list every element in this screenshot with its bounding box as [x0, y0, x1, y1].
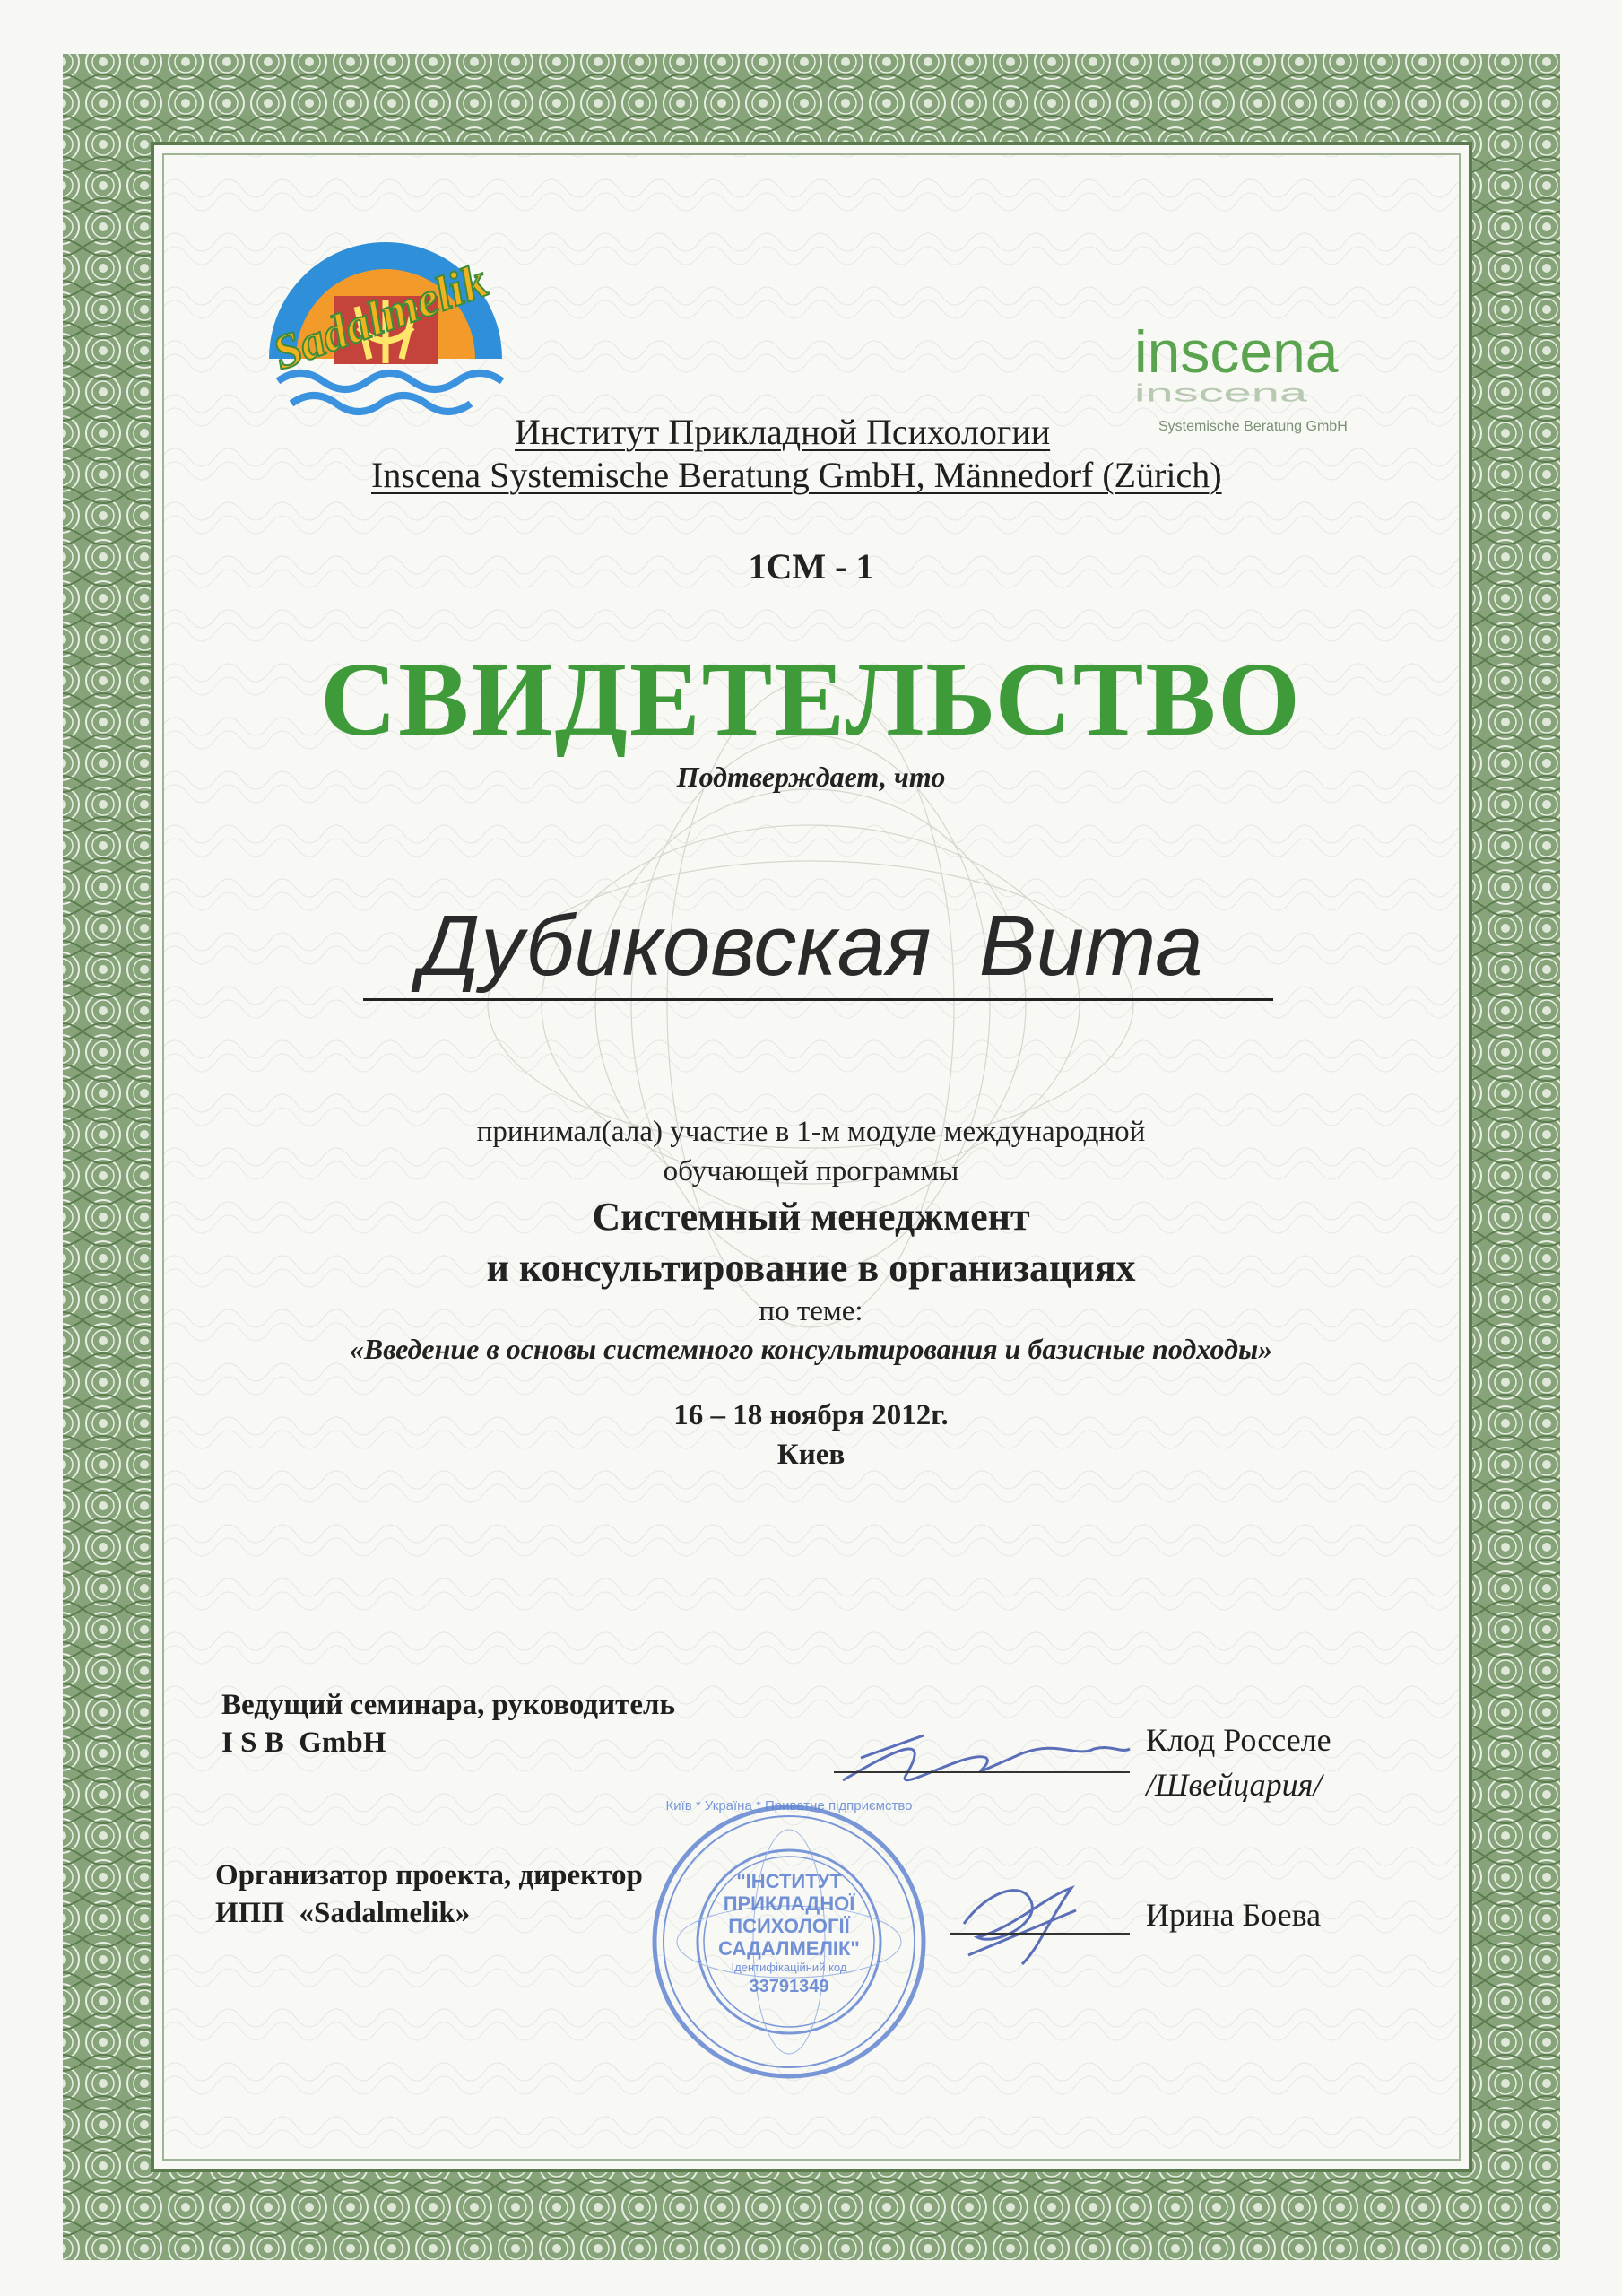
- participation-line-1: принимал(ала) участие в 1-м модуле международной: [476, 1116, 1146, 1148]
- recipient-name: Дубиковская Вита: [419, 898, 1203, 994]
- confirms-text: Подтверждает, что: [676, 761, 946, 793]
- event-info: [0, 1396, 1622, 1474]
- stamp-outer-text: Київ * Україна * Приватне підприємство: [665, 1798, 913, 1813]
- institute-name-en: Inscena Systemische Beratung GmbH, Männedorf (Zürich): [371, 455, 1222, 495]
- program-line-2: и консультирование в организациях: [486, 1246, 1136, 1290]
- svg-text:Systemische Beratung GmbH: Systemische Beratung GmbH: [1158, 419, 1348, 434]
- document-title: СВИДЕТЕЛЬСТВО: [320, 640, 1302, 758]
- lead-signatory: [1146, 1718, 1331, 1807]
- stamp-line-4: САДАЛМЕЛІК": [718, 1937, 860, 1960]
- stamp-line-2: ПРИКЛАДНОЇ: [723, 1892, 855, 1915]
- program-title: [0, 1191, 1622, 1293]
- lead-role-line-1: Ведущий семинара, руководитель: [221, 1689, 675, 1721]
- stamp-id-code: 33791349: [749, 1977, 829, 1996]
- svg-text:inscena: inscena: [1134, 318, 1339, 385]
- participation-text: [0, 1112, 1622, 1191]
- organizer-name: Ирина Боева: [1146, 1897, 1322, 1933]
- document-code: 1СМ - 1: [748, 546, 874, 587]
- lead-signature-line: [834, 1771, 1130, 1773]
- name-underline: [363, 998, 1273, 1001]
- organizer-signature-line: [950, 1933, 1130, 1935]
- topic-intro: по теме:: [759, 1295, 863, 1327]
- institute-name-ru: Институт Прикладной Психологии: [515, 412, 1051, 452]
- event-dates: 16 – 18 ноября 2012г.: [673, 1399, 949, 1431]
- stamp-text: [699, 1870, 879, 1998]
- organizer-role: [215, 1857, 643, 1932]
- lead-role: [221, 1686, 675, 1761]
- organizer-role-line-1: Организатор проекта, директор: [215, 1859, 643, 1892]
- stamp-id-label: Ідентифікаційний код: [731, 1961, 847, 1974]
- organizer-role-line-2: ИПП «Sadalmelik»: [215, 1897, 471, 1929]
- program-line-1: Системный менеджмент: [592, 1195, 1030, 1239]
- event-city: Киев: [776, 1439, 846, 1471]
- stamp-line-3: ПСИХОЛОГІЇ: [728, 1915, 850, 1937]
- lead-country: /Швейцария/: [1146, 1767, 1323, 1803]
- topic-title: «Введение в основы системного консультирования и базисные подходы»: [349, 1333, 1273, 1365]
- lead-role-line-2: I S B GmbH: [221, 1726, 386, 1759]
- participation-line-2: обучающей программы: [663, 1155, 959, 1187]
- inscena-sub: [1158, 414, 1169, 415]
- lead-name: Клод Росселе: [1146, 1722, 1331, 1758]
- stamp-line-1: "ІНСТИТУТ: [736, 1870, 842, 1892]
- svg-text:Sadalmelik: Sadalmelik: [265, 253, 495, 380]
- svg-text:inscena: inscena: [1134, 378, 1307, 407]
